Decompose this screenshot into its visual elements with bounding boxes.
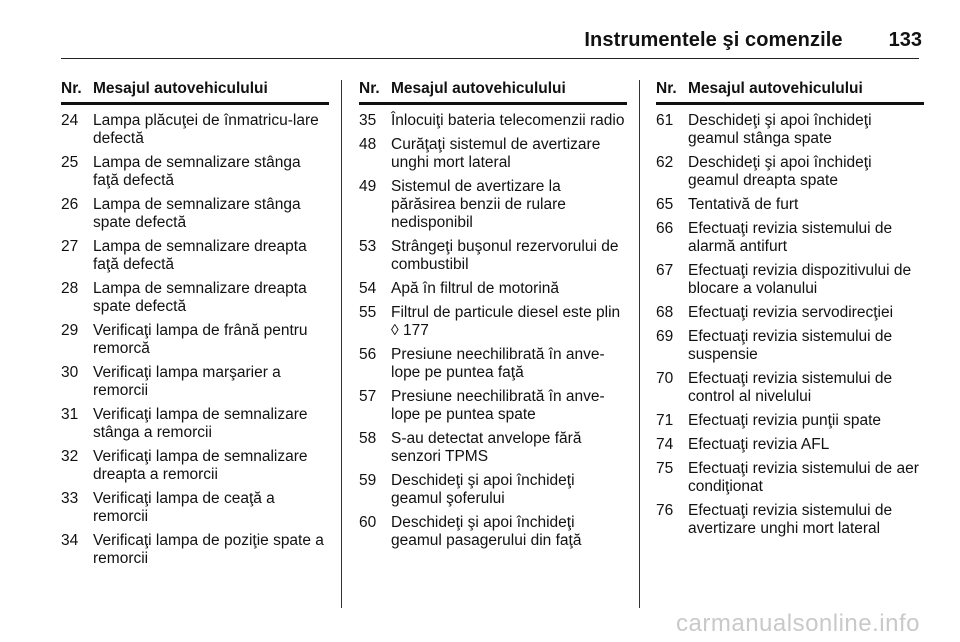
message-text: Verificaţi lampa de ceaţă a remorcii	[93, 490, 275, 525]
column-2	[359, 80, 627, 550]
message-row	[656, 370, 924, 406]
message-list	[359, 112, 627, 550]
message-number: 48	[359, 136, 377, 153]
message-list	[656, 112, 924, 538]
header-nr: Nr.	[61, 80, 82, 97]
message-number: 56	[359, 346, 377, 363]
message-number: 24	[61, 112, 79, 129]
column-header	[61, 80, 329, 105]
header-message: Mesajul autovehiculului	[391, 80, 566, 97]
message-number: 30	[61, 364, 79, 381]
message-row	[359, 178, 627, 232]
message-row	[359, 430, 627, 466]
message-number: 34	[61, 532, 79, 549]
message-row	[359, 238, 627, 274]
message-text: Verificaţi lampa de semnalizare stânga a remorcii	[93, 406, 308, 441]
message-row	[656, 154, 924, 190]
message-text: Înlocuiţi bateria telecomenzii radio	[391, 112, 625, 129]
message-text: Presiune neechilibrată în anve-lope pe puntea faţă	[391, 346, 605, 381]
message-text: S-au detectat anvelope fără senzori TPMS	[391, 430, 582, 465]
message-list	[61, 112, 329, 568]
message-number: 66	[656, 220, 674, 237]
message-text: Lampa de semnalizare stânga faţă defectă	[93, 154, 301, 189]
message-number: 70	[656, 370, 674, 387]
message-row	[656, 502, 924, 538]
message-row	[359, 472, 627, 508]
message-number: 29	[61, 322, 79, 339]
column-header	[359, 80, 627, 105]
message-row	[61, 490, 329, 526]
message-number: 35	[359, 112, 377, 129]
message-text: Lampa plăcuţei de înmatricu-lare defectă	[93, 112, 319, 147]
message-text: Tentativă de furt	[688, 196, 799, 213]
message-number: 31	[61, 406, 79, 423]
message-number: 27	[61, 238, 79, 255]
message-row	[656, 460, 924, 496]
message-text: Lampa de semnalizare stânga spate defectă	[93, 196, 301, 231]
column-1	[61, 80, 329, 568]
message-text: Efectuaţi revizia sistemului de avertizare unghi mort lateral	[688, 502, 893, 537]
message-number: 74	[656, 436, 674, 453]
message-row	[61, 280, 329, 316]
message-number: 71	[656, 412, 674, 429]
message-number: 69	[656, 328, 674, 345]
message-text: Apă în filtrul de motorină	[391, 280, 560, 297]
message-number: 58	[359, 430, 377, 447]
message-text: Efectuaţi revizia dispozitivului de blocare a volanului	[688, 262, 912, 297]
message-text: Efectuaţi revizia sistemului de alarmă antifurt	[688, 220, 893, 255]
header-message: Mesajul autovehiculului	[688, 80, 863, 97]
column-divider	[639, 80, 640, 608]
message-row	[359, 514, 627, 550]
page-title: Instrumentele şi comenzile	[584, 29, 843, 51]
column-3	[656, 80, 924, 538]
message-row	[61, 406, 329, 442]
message-row	[61, 322, 329, 358]
message-text: Presiune neechilibrată în anve-lope pe puntea spate	[391, 388, 605, 423]
message-number: 49	[359, 178, 377, 195]
header-nr: Nr.	[656, 80, 677, 97]
message-text: Efectuaţi revizia servodirecţiei	[688, 304, 894, 321]
message-number: 62	[656, 154, 674, 171]
message-number: 33	[61, 490, 79, 507]
message-number: 75	[656, 460, 674, 477]
message-text: Deschideţi şi apoi închideţi geamul stânga spate	[688, 112, 872, 147]
message-row	[656, 328, 924, 364]
page-header	[0, 18, 922, 52]
message-text: Verificaţi lampa de poziţie spate a remorcii	[93, 532, 324, 567]
watermark: carmanualsonline.info	[676, 610, 920, 637]
message-text: Deschideţi şi apoi închideţi geamul pasagerului din faţă	[391, 514, 582, 549]
message-number: 28	[61, 280, 79, 297]
message-number: 59	[359, 472, 377, 489]
message-number: 57	[359, 388, 377, 405]
message-row	[656, 196, 924, 214]
message-number: 54	[359, 280, 377, 297]
header-nr: Nr.	[359, 80, 380, 97]
message-text: Efectuaţi revizia sistemului de control al nivelului	[688, 370, 893, 405]
message-text: Verificaţi lampa marşarier a remorcii	[93, 364, 281, 399]
message-text: Lampa de semnalizare dreapta faţă defectă	[93, 238, 307, 273]
message-text: Curăţaţi sistemul de avertizare unghi mort lateral	[391, 136, 601, 171]
column-header	[656, 80, 924, 105]
message-row	[359, 112, 627, 130]
header-message: Mesajul autovehiculului	[93, 80, 268, 97]
message-number: 76	[656, 502, 674, 519]
message-row	[656, 112, 924, 148]
message-number: 65	[656, 196, 674, 213]
message-number: 61	[656, 112, 674, 129]
message-text: Efectuaţi revizia AFL	[688, 436, 830, 453]
message-number: 67	[656, 262, 674, 279]
message-number: 53	[359, 238, 377, 255]
message-row	[61, 154, 329, 190]
header-divider	[61, 58, 919, 59]
message-row	[359, 388, 627, 424]
message-text: Deschideţi şi apoi închideţi geamul dreapta spate	[688, 154, 872, 189]
message-text: Verificaţi lampa de semnalizare dreapta a remorcii	[93, 448, 308, 483]
page-number: 133	[888, 29, 922, 51]
message-text: Lampa de semnalizare dreapta spate defectă	[93, 280, 307, 315]
message-number: 68	[656, 304, 674, 321]
message-row	[359, 346, 627, 382]
column-divider	[341, 80, 342, 608]
message-row	[656, 220, 924, 256]
message-number: 60	[359, 514, 377, 531]
message-row	[61, 448, 329, 484]
message-row	[61, 532, 329, 568]
message-row	[656, 412, 924, 430]
message-row	[359, 304, 627, 340]
message-text: Filtrul de particule diesel este plin ◊ 177	[391, 304, 621, 339]
message-text: Efectuaţi revizia punţii spate	[688, 412, 881, 429]
message-number: 55	[359, 304, 377, 321]
message-number: 25	[61, 154, 79, 171]
message-row	[656, 436, 924, 454]
message-text: Efectuaţi revizia sistemului de aer condiţionat	[688, 460, 919, 495]
message-row	[61, 238, 329, 274]
message-row	[61, 112, 329, 148]
message-row	[61, 196, 329, 232]
message-text: Sistemul de avertizare la părăsirea benzii de rulare nedisponibil	[391, 178, 566, 231]
message-row	[656, 262, 924, 298]
message-text: Strângeţi buşonul rezervorului de combustibil	[391, 238, 619, 273]
message-row	[61, 364, 329, 400]
message-number: 32	[61, 448, 79, 465]
message-number: 26	[61, 196, 79, 213]
message-row	[359, 280, 627, 298]
message-row	[359, 136, 627, 172]
message-text: Efectuaţi revizia sistemului de suspensie	[688, 328, 893, 363]
message-row	[656, 304, 924, 322]
message-text: Deschideţi şi apoi închideţi geamul şoferului	[391, 472, 575, 507]
message-text: Verificaţi lampa de frână pentru remorcă	[93, 322, 308, 357]
